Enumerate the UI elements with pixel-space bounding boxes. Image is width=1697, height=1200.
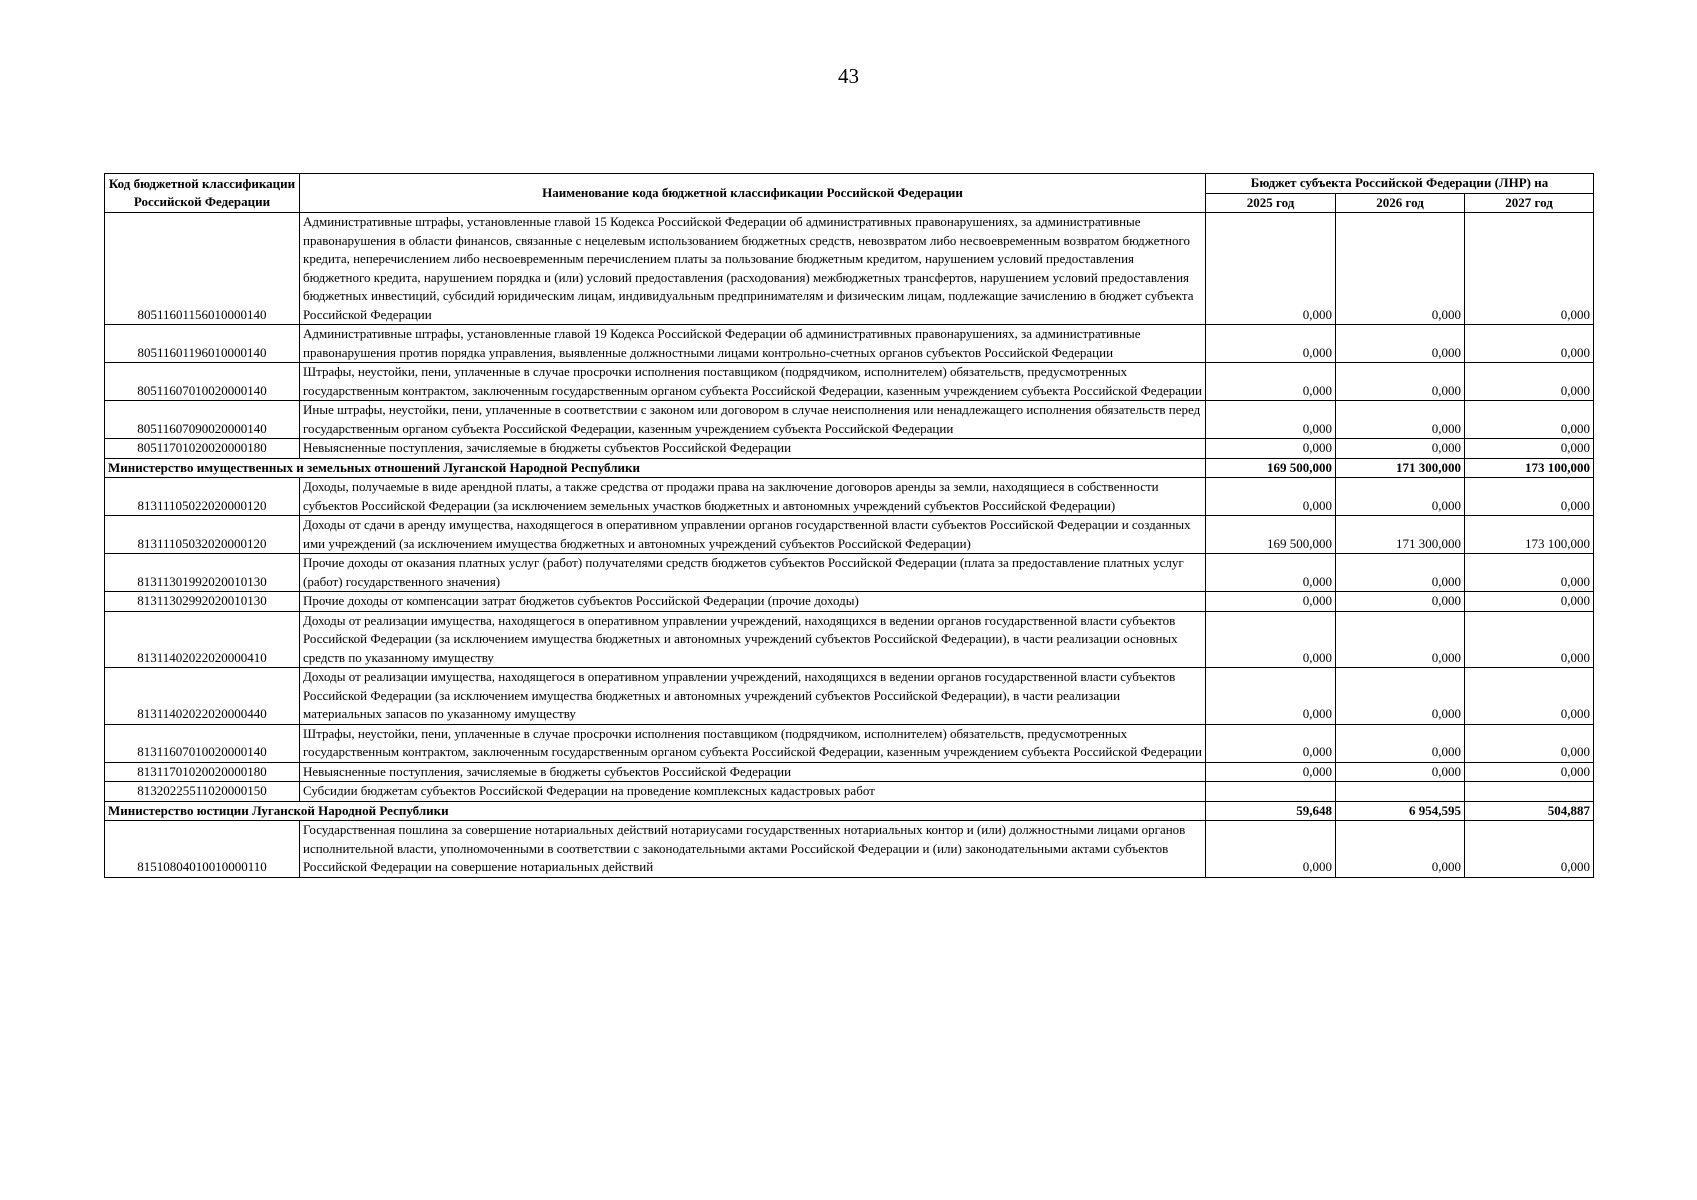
table-row [105,554,1594,592]
row-name: Прочие доходы от компенсации затрат бюджетов субъектов Российской Федерации (прочие доходы) [300,592,1206,612]
table-row [105,668,1594,725]
section-total-2025: 59,648 [1206,801,1336,821]
row-value-2026: 0,000 [1336,762,1465,782]
section-title: Министерство юстиции Луганской Народной Республики [105,801,1206,821]
section-total-2027: 173 100,000 [1465,458,1594,478]
row-code: 81510804010010000110 [105,821,300,878]
header-year-2027: 2027 год [1465,193,1594,213]
row-value-2027: 0,000 [1465,668,1594,725]
row-value-2025: 0,000 [1206,213,1336,325]
row-value-2025 [1206,782,1336,802]
row-value-2025: 0,000 [1206,762,1336,782]
row-value-2025: 169 500,000 [1206,516,1336,554]
row-value-2026: 0,000 [1336,592,1465,612]
row-value-2027: 0,000 [1465,213,1594,325]
header-name-column: Наименование кода бюджетной классификации Российской Федерации [300,174,1206,213]
page-number: 43 [838,64,859,88]
row-value-2027: 0,000 [1465,724,1594,762]
row-value-2025: 0,000 [1206,363,1336,401]
row-value-2027: 0,000 [1465,478,1594,516]
section-total-2027: 504,887 [1465,801,1594,821]
row-value-2026: 0,000 [1336,401,1465,439]
row-value-2026: 171 300,000 [1336,516,1465,554]
row-name: Невыясненные поступления, зачисляемые в бюджеты субъектов Российской Федерации [300,439,1206,459]
row-value-2027: 0,000 [1465,401,1594,439]
row-code: 81320225511020000150 [105,782,300,802]
row-value-2026: 0,000 [1336,821,1465,878]
row-value-2025: 0,000 [1206,821,1336,878]
row-value-2027: 0,000 [1465,611,1594,668]
row-value-2026: 0,000 [1336,363,1465,401]
table-row [105,363,1594,401]
row-code: 81311105022020000120 [105,478,300,516]
row-name: Штрафы, неустойки, пени, уплаченные в случае просрочки исполнения поставщиком (подрядчиком, исполнителем) обязательств, предусмотренных государственным контрактом, заключенным государственным органом субъекта Российской Федерации, казенным учреждением субъекта Российской Федерации [300,363,1206,401]
table-row [105,439,1594,459]
row-code: 81311402022020000410 [105,611,300,668]
row-value-2026: 0,000 [1336,478,1465,516]
row-value-2026: 0,000 [1336,325,1465,363]
row-code: 81311607010020000140 [105,724,300,762]
row-value-2025: 0,000 [1206,724,1336,762]
row-value-2025: 0,000 [1206,668,1336,725]
row-name: Доходы от сдачи в аренду имущества, находящегося в оперативном управлении органов государственной власти субъектов Российской Федерации и созданных ими учреждений (за исключением имущества бюджетных и автономных учреждений субъектов Российской Федерации) [300,516,1206,554]
row-code: 81311402022020000440 [105,668,300,725]
row-name: Невыясненные поступления, зачисляемые в бюджеты субъектов Российской Федерации [300,762,1206,782]
row-value-2026: 0,000 [1336,668,1465,725]
table-row [105,401,1594,439]
row-code: 81311701020020000180 [105,762,300,782]
row-name: Административные штрафы, установленные главой 19 Кодекса Российской Федерации об административных правонарушениях, за административные правонарушения против порядка управления, выявленные должностными лицами контрольно-счетных органов субъектов Российской Федерации [300,325,1206,363]
row-code: 80511607090020000140 [105,401,300,439]
row-value-2027: 173 100,000 [1465,516,1594,554]
row-value-2026: 0,000 [1336,554,1465,592]
section-row [105,801,1594,821]
row-name: Административные штрафы, установленные главой 15 Кодекса Российской Федерации об административных правонарушениях, за административные правонарушения в области финансов, связанные с нецелевым использованием бюджетных средств, невозвратом либо несвоевременным возвратом бюджетного кредита, неперечислением либо несвоевременным перечислением платы за пользование бюджетным кредитом, нарушением условий предоставления бюджетного кредита, нарушением порядка и (или) условий предоставления (расходования) межбюджетных трансфертов, нарушением условий предоставления бюджетных инвестиций, субсидий юридическим лицам, индивидуальным предпринимателям и физическим лицам, подлежащие зачислению в бюджет субъекта Российской Федерации [300,213,1206,325]
row-value-2026: 0,000 [1336,213,1465,325]
table-row [105,611,1594,668]
row-value-2027: 0,000 [1465,363,1594,401]
row-value-2027: 0,000 [1465,592,1594,612]
row-code: 81311105032020000120 [105,516,300,554]
section-row [105,458,1594,478]
header-budget-group: Бюджет субъекта Российской Федерации (ЛНР) на [1206,174,1594,194]
row-code: 81311301992020010130 [105,554,300,592]
row-value-2025: 0,000 [1206,611,1336,668]
row-name: Субсидии бюджетам субъектов Российской Федерации на проведение комплексных кадастровых работ [300,782,1206,802]
row-name: Доходы от реализации имущества, находящегося в оперативном управлении учреждений, находящихся в ведении органов государственной власти субъектов Российской Федерации (за исключением имущества бюджетных и автономных учреждений субъектов Российской Федерации), в части реализации основных средств по указанному имуществу [300,611,1206,668]
row-value-2026 [1336,782,1465,802]
section-title: Министерство имущественных и земельных отношений Луганской Народной Республики [105,458,1206,478]
row-name: Прочие доходы от оказания платных услуг (работ) получателями средств бюджетов субъектов Российской Федерации (плата за предоставление платных услуг (работ) государственного значения) [300,554,1206,592]
row-value-2025: 0,000 [1206,592,1336,612]
table-row [105,325,1594,363]
row-code: 81311302992020010130 [105,592,300,612]
row-value-2025: 0,000 [1206,478,1336,516]
table-row [105,516,1594,554]
row-name: Доходы, получаемые в виде арендной платы, а также средства от продажи права на заключение договоров аренды за земли, находящиеся в собственности субъектов Российской Федерации (за исключением земельных участков бюджетных и автономных учреждений субъектов Российской Федерации) [300,478,1206,516]
row-code: 80511701020020000180 [105,439,300,459]
table-row [105,213,1594,325]
row-value-2027: 0,000 [1465,762,1594,782]
table-row [105,782,1594,802]
header-year-2025: 2025 год [1206,193,1336,213]
row-value-2026: 0,000 [1336,439,1465,459]
table-row [105,724,1594,762]
row-value-2026: 0,000 [1336,611,1465,668]
row-value-2027: 0,000 [1465,439,1594,459]
row-value-2025: 0,000 [1206,439,1336,459]
section-total-2025: 169 500,000 [1206,458,1336,478]
row-name: Штрафы, неустойки, пени, уплаченные в случае просрочки исполнения поставщиком (подрядчиком, исполнителем) обязательств, предусмотренных государственным контрактом, заключенным государственным органом субъекта Российской Федерации, казенным учреждением субъекта Российской Федерации [300,724,1206,762]
row-value-2025: 0,000 [1206,325,1336,363]
row-value-2027: 0,000 [1465,821,1594,878]
row-code: 80511607010020000140 [105,363,300,401]
section-total-2026: 6 954,595 [1336,801,1465,821]
table-row [105,592,1594,612]
row-name: Иные штрафы, неустойки, пени, уплаченные в соответствии с законом или договором в случае неисполнения или ненадлежащего исполнения обязательств перед государственным органом субъекта Российской Федерации, казенным учреждением субъекта Российской Федерации [300,401,1206,439]
row-code: 80511601196010000140 [105,325,300,363]
row-name: Государственная пошлина за совершение нотариальных действий нотариусами государственных нотариальных контор и (или) должностными лицами органов исполнительной власти, уполномоченными в соответствии с законодательными актами Российской Федерации и (или) законодательными актами субъектов Российской Федерации на совершение нотариальных действий [300,821,1206,878]
row-value-2026: 0,000 [1336,724,1465,762]
budget-classification-table [104,173,1594,878]
header-year-2026: 2026 год [1336,193,1465,213]
table-row [105,478,1594,516]
row-value-2027: 0,000 [1465,325,1594,363]
table-row [105,821,1594,878]
row-value-2025: 0,000 [1206,401,1336,439]
row-value-2027: 0,000 [1465,554,1594,592]
row-value-2025: 0,000 [1206,554,1336,592]
row-name: Доходы от реализации имущества, находящегося в оперативном управлении учреждений, находящихся в ведении органов государственной власти субъектов Российской Федерации (за исключением имущества бюджетных и автономных учреждений субъектов Российской Федерации), в части реализации материальных запасов по указанному имуществу [300,668,1206,725]
row-value-2027 [1465,782,1594,802]
table-row [105,762,1594,782]
section-total-2026: 171 300,000 [1336,458,1465,478]
header-code-column: Код бюджетной классификации Российской Федерации [105,174,300,213]
row-code: 80511601156010000140 [105,213,300,325]
